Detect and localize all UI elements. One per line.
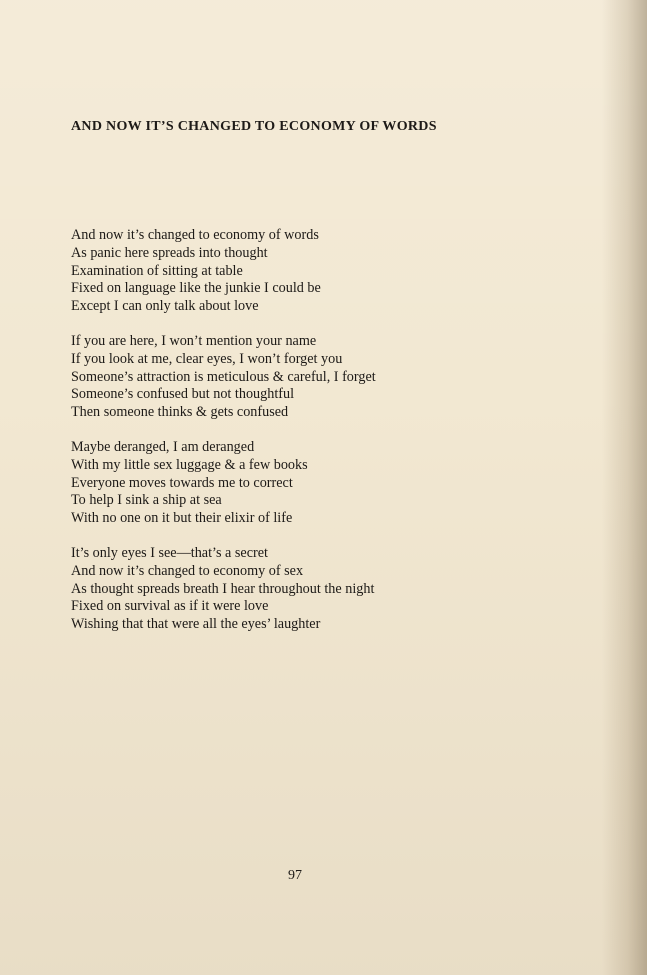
poem-line: As panic here spreads into thought <box>71 244 268 261</box>
stanza-3 <box>71 439 571 528</box>
poem-line: Everyone moves towards me to correct <box>71 474 293 491</box>
poem-line: With my little sex luggage & a few books <box>71 456 308 473</box>
poem-line: Wishing that that were all the eyes’ laughter <box>71 616 321 633</box>
poem-line: And now it’s changed to economy of words <box>71 227 319 243</box>
poem-line: And now it’s changed to economy of sex <box>71 562 304 579</box>
poem-line: Then someone thinks & gets confused <box>71 404 289 421</box>
poem-line: It’s only eyes I see—that’s a secret <box>71 544 268 561</box>
stanza-2 <box>71 333 571 422</box>
poem-line: Fixed on survival as if it were love <box>71 598 269 615</box>
poem-line: Someone’s attraction is meticulous & careful, I forget <box>71 368 376 385</box>
poem-line: Someone’s confused but not thoughtful <box>71 386 295 403</box>
poem-line: To help I sink a ship at sea <box>71 492 222 509</box>
poem-line: If you are here, I won’t mention your name <box>71 332 317 349</box>
stanza-1 <box>71 227 571 316</box>
stanza-4 <box>71 545 571 634</box>
poem-line: Maybe deranged, I am deranged <box>71 438 255 455</box>
poem-line: Except I can only talk about love <box>71 298 259 315</box>
poem-line: Fixed on language like the junkie I could be <box>71 280 321 297</box>
poem-line: As thought spreads breath I hear throughout the night <box>71 580 375 597</box>
poem-title: AND NOW IT’S CHANGED TO ECONOMY OF WORDS <box>71 119 437 134</box>
poem-line: With no one on it but their elixir of life <box>71 510 293 527</box>
poem-line: Examination of sitting at table <box>71 262 243 279</box>
poem-line: If you look at me, clear eyes, I won’t forget you <box>71 350 343 367</box>
poem-body <box>71 227 571 651</box>
page-number: 97 <box>288 868 302 883</box>
